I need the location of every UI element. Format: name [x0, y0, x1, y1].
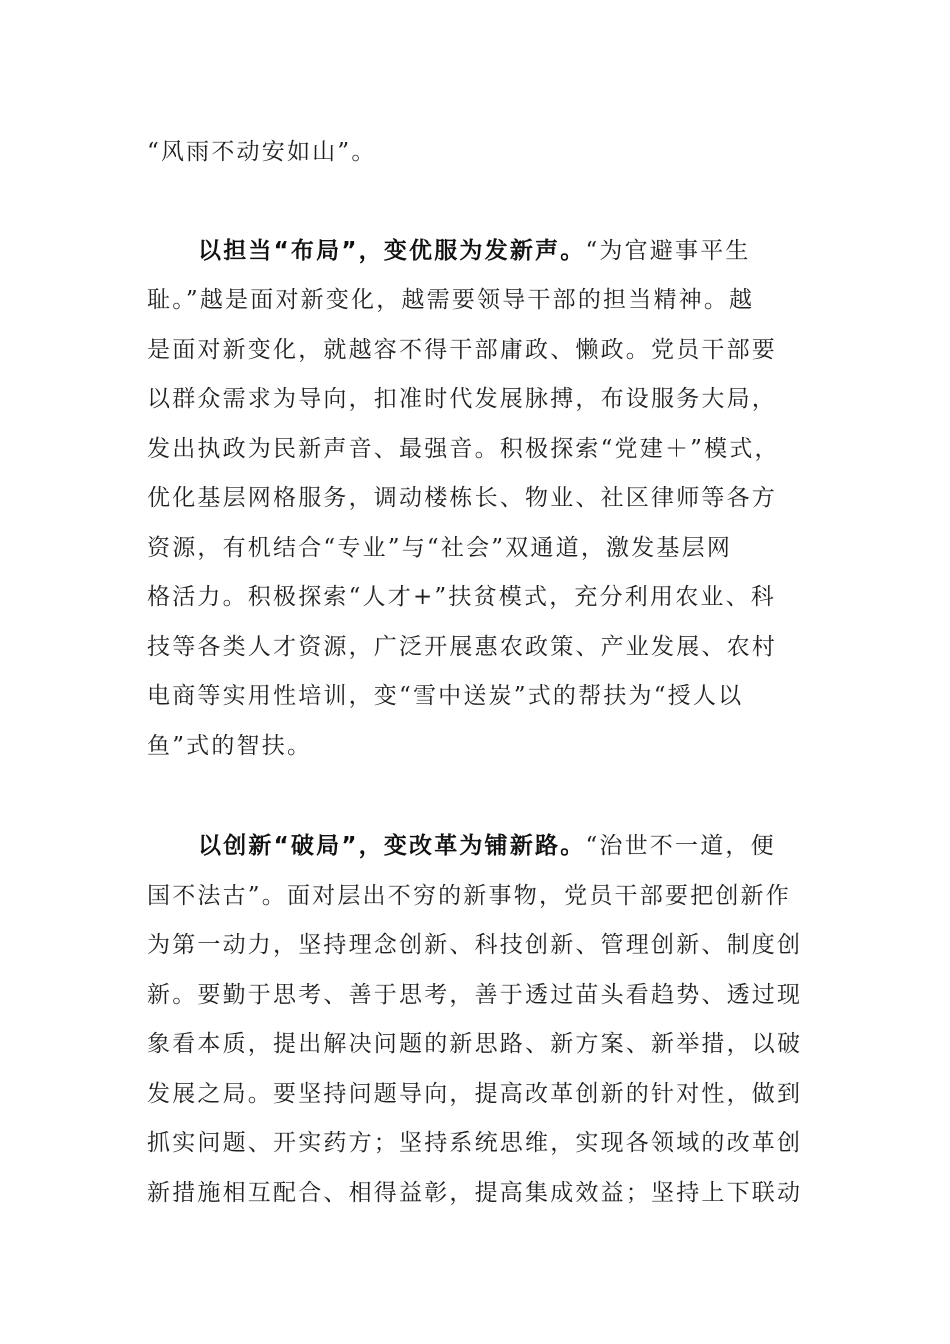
intro-line: “风雨不动安如山”。	[147, 139, 377, 165]
paragraph-1-line-1: 耻。”越是面对新变化，越需要领导干部的担当精神。越	[147, 287, 755, 313]
paragraph-2-line-2: 为第一动力，坚持理念创新、科技创新、管理创新、制度创	[147, 932, 803, 958]
paragraph-2-first-line	[198, 831, 776, 861]
paragraph-1-line-3: 以群众需求为导向，扣准时代发展脉搏，布设服务大局，	[147, 386, 777, 412]
paragraph-2-line-1: 国不法古”。面对层出不穷的新事物，党员干部要把创新作	[147, 883, 791, 909]
paragraph-1-line-9: 电商等实用性培训，变“雪中送炭”式的帮扶为“授人以	[147, 683, 744, 709]
paragraph-1-first-line	[198, 236, 751, 266]
paragraph-1-line-8: 技等各类人才资源，广泛开展惠农政策、产业发展、农村	[147, 634, 777, 660]
paragraph-1-lead: 以担当“布局”，变优服为发新声。	[198, 238, 586, 264]
paragraph-2-line-7: 新措施相互配合、相得益彰，提高集成效益；坚持上下联动	[147, 1180, 803, 1206]
paragraph-2-line-5: 发展之局。要坚持问题导向，提高改革创新的针对性，做到	[147, 1081, 803, 1107]
paragraph-1-line-0: “为官避事平生	[585, 238, 751, 264]
paragraph-1-line-4: 发出执政为民新声音、最强音。积极探索“党建＋”模式，	[147, 436, 780, 462]
paragraph-2-lead: 以创新“破局”，变改革为铺新路。	[198, 833, 586, 859]
paragraph-1-line-10: 鱼”式的智扶。	[147, 733, 313, 759]
paragraph-1-line-6: 资源，有机结合“专业”与“社会”双通道，激发基层网	[147, 535, 733, 561]
paragraph-1-line-5: 优化基层网格服务，调动楼栋长、物业、社区律师等各方	[147, 485, 777, 511]
paragraph-1-line-7: 格活力。积极探索“人才+”扶贫模式，充分利用农业、科	[147, 584, 776, 610]
paragraph-2-line-4: 象看本质，提出解决问题的新思路、新方案、新举措，以破	[147, 1031, 803, 1057]
paragraph-2-line-0: “治世不一道，便	[585, 833, 776, 859]
paragraph-2-line-6: 抓实问题、开实药方；坚持系统思维，实现各领域的改革创	[147, 1130, 803, 1156]
paragraph-1-line-2: 是面对新变化，就越容不得干部庸政、懒政。党员干部要	[147, 337, 777, 363]
paragraph-2-line-3: 新。要勤于思考、善于思考，善于透过苗头看趋势、透过现	[147, 982, 803, 1008]
